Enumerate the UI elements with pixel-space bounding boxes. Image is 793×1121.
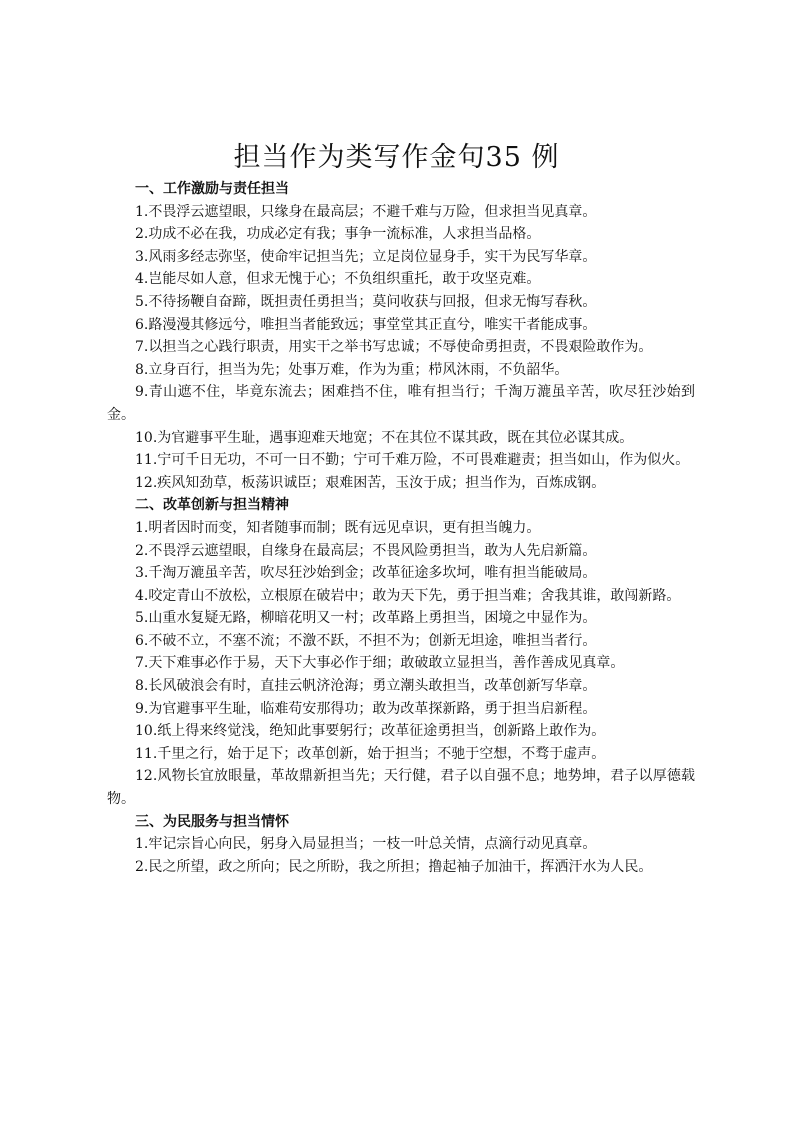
document-body — [107, 178, 695, 878]
list-item: 8.立身百行，担当为先；处事万难，作为为重；栉风沐雨，不负韶华。 — [135, 361, 569, 378]
list-item: 2.功成不必在我，功成必定有我；事争一流标准，人求担当品格。 — [135, 226, 541, 243]
document-title: 担当作为类写作金句35 例 — [233, 142, 560, 173]
list-item: 10.为官避事平生耻，遇事迎难天地宽；不在其位不谋其政，既在其位必谋其成。 — [135, 429, 634, 446]
list-item: 1.不畏浮云遮望眼，只缘身在最高层；不避千难与万险，但求担当见真章。 — [135, 203, 597, 220]
list-item: 7.以担当之心践行职责，用实干之举书写忠诚；不辱使命勇担责，不畏艰险敢作为。 — [135, 339, 653, 356]
list-item: 5.不待扬鞭自奋蹄，既担责任勇担当；莫问收获与回报，但求无悔写春秋。 — [135, 293, 597, 310]
section-heading-3: 三、为民服务与担当情怀 — [135, 813, 289, 830]
list-item: 4.岂能尽如人意，但求无愧于心；不负组织重托，敢于攻坚克难。 — [135, 271, 541, 288]
list-item: 1.明者因时而变，知者随事而制；既有远见卓识，更有担当魄力。 — [135, 519, 541, 536]
list-item: 9.青山遮不住，毕竟东流去；困难挡不住，唯有担当行；千淘万漉虽辛苦，吹尽狂沙始到金。 — [107, 384, 695, 423]
list-item: 4.咬定青山不放松，立根原在破岩中；敢为天下先，勇于担当难；舍我其谁，敢闯新路。 — [135, 587, 681, 604]
list-item: 6.不破不立，不塞不流；不激不跃，不担不为；创新无坦途，唯担当者行。 — [135, 632, 597, 649]
list-item: 12.疾风知劲草，板荡识诚臣；艰难困苦，玉汝于成；担当作为，百炼成钢。 — [135, 474, 606, 491]
list-item: 12.风物长宜放眼量，革故鼎新担当先；天行健，君子以自强不息；地势坤，君子以厚德载物。 — [107, 768, 695, 808]
list-item: 9.为官避事平生耻，临难苟安那得功；敢为改革探新路，勇于担当启新程。 — [135, 700, 597, 717]
list-item: 8.长风破浪会有时，直挂云帆济沧海；勇立潮头敢担当，改革创新写华章。 — [135, 678, 597, 695]
section-heading-2: 二、改革创新与担当精神 — [135, 497, 289, 514]
list-item: 5.山重水复疑无路，柳暗花明又一村；改革路上勇担当，困境之中显作为。 — [135, 610, 597, 627]
list-item: 7.天下难事必作于易，天下大事必作于细；敢破敢立显担当，善作善成见真章。 — [135, 655, 625, 672]
list-item: 2.不畏浮云遮望眼，自缘身在最高层；不畏风险勇担当，敢为人先启新篇。 — [135, 542, 597, 559]
list-item: 10.纸上得来终觉浅，绝知此事要躬行；改革征途勇担当，创新路上敢作为。 — [135, 723, 606, 740]
list-item: 3.风雨多经志弥坚，使命牢记担当先；立足岗位显身手，实干为民写华章。 — [135, 248, 597, 265]
list-item: 11.千里之行，始于足下；改革创新，始于担当；不驰于空想，不骛于虚声。 — [135, 745, 606, 762]
list-item: 3.千淘万漉虽辛苦，吹尽狂沙始到金；改革征途多坎坷，唯有担当能破局。 — [135, 565, 597, 582]
list-item: 1.牢记宗旨心向民，躬身入局显担当；一枝一叶总关情，点滴行动见真章。 — [135, 836, 597, 853]
section-heading-1: 一、工作激励与责任担当 — [135, 181, 289, 197]
list-item: 6.路漫漫其修远兮，唯担当者能致远；事堂堂其正直兮，唯实干者能成事。 — [135, 316, 597, 333]
list-item: 11.宁可千日无功，不可一日不勤；宁可千难万险，不可畏难避责；担当如山，作为似火。 — [135, 452, 690, 469]
list-item: 2.民之所望，政之所向；民之所盼，我之所担；撸起袖子加油干，挥洒汗水为人民。 — [135, 858, 653, 875]
